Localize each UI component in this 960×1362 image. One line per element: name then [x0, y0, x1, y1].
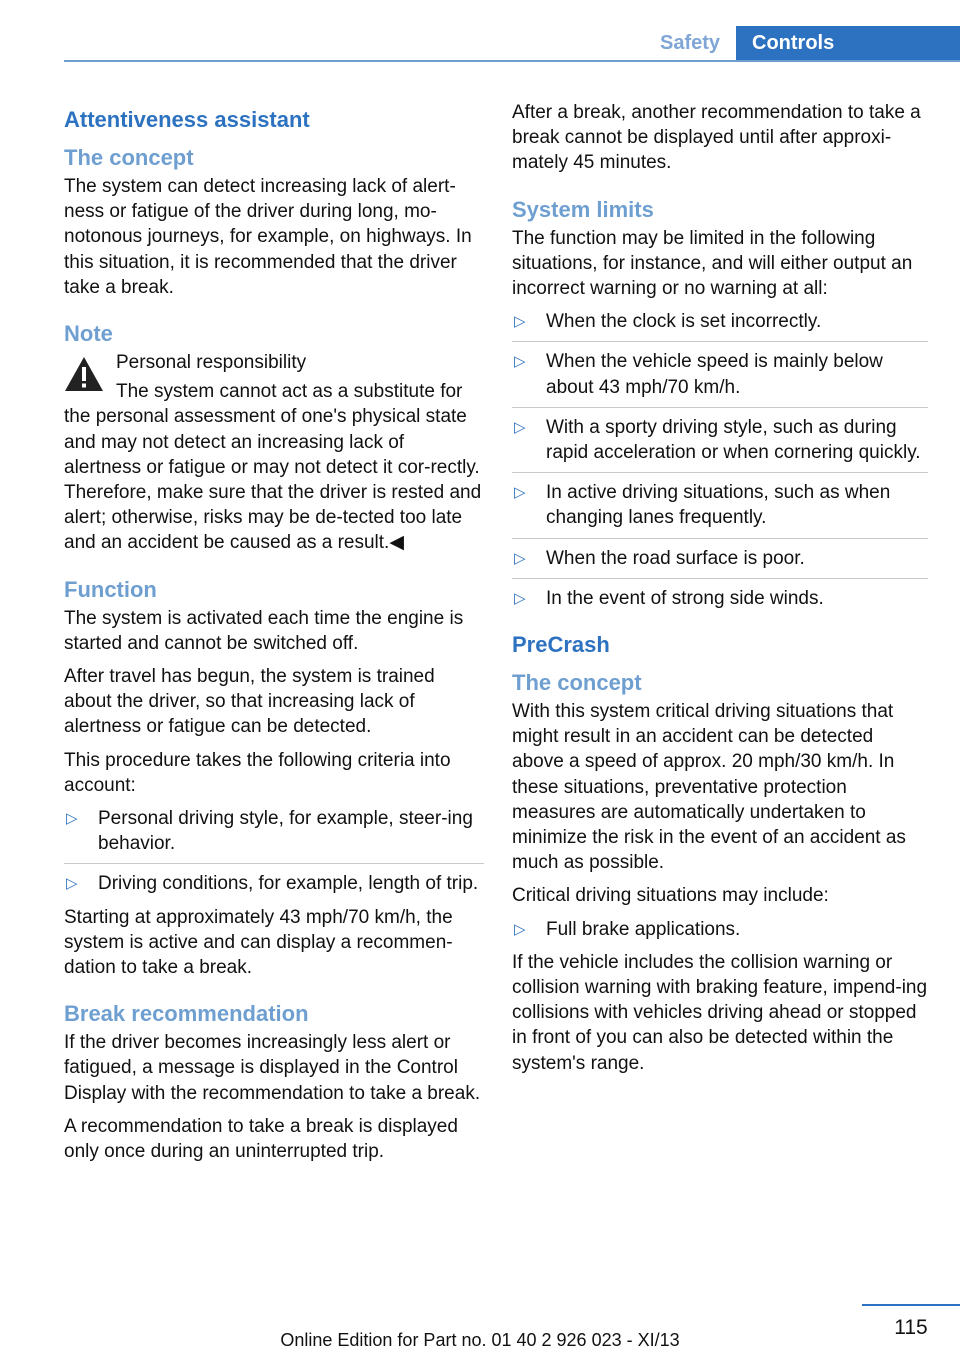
heading-function: Function — [64, 576, 157, 602]
precrash-concept-paragraph: With this system critical driving situations that might result in an accident can be detected above a speed of approx. 20 mph/30 km/h. In these situations, preventative protection measures are automatically undertaken to minimize the risk in the event of an accident as much as possible. — [512, 701, 906, 874]
bullet-triangle-icon: ▷ — [514, 484, 526, 502]
list-item: ▷ With a sporty driving style, such as during rapid acceleration or when cornering quickly. — [512, 415, 928, 473]
heading-break-recommendation: Break recommendation — [64, 1001, 309, 1027]
note-block — [64, 350, 484, 556]
tab-safety[interactable]: Safety — [659, 32, 721, 54]
bullet-triangle-icon: ▷ — [514, 418, 526, 436]
note-title: Personal responsibility — [116, 352, 307, 374]
warning-triangle-icon — [64, 356, 104, 392]
tab-controls[interactable]: Controls — [736, 26, 960, 62]
function-paragraph-2: After travel has begun, the system is trained about the driver, so that increasing lack of alertness or fatigue can be detected. — [64, 666, 435, 738]
edition-line: Online Edition for Part no. 01 40 2 926 023 - XI/13 — [280, 1330, 680, 1350]
page-number: 115 — [894, 1316, 928, 1339]
list-item: ▷ When the clock is set incorrectly. — [512, 309, 928, 342]
page-header — [0, 0, 960, 62]
function-paragraph-1: The system is activated each time the engine is started and cannot be switched off. — [64, 607, 464, 654]
list-item: ▷ In active driving situations, such as when changing lanes frequently. — [512, 480, 928, 538]
left-column — [64, 100, 484, 1172]
note-body: The system cannot act as a substitute for the personal assessment of one's physical state and may not detect an increasing lack of alertness or fatigue or may not detect it cor‐rectly. Therefore, make sure that the driver is rested and alert; otherwise, risks may be de‐tected too late and an accident be caused as a result.◀ — [64, 381, 482, 554]
list-item: ▷ When the road surface is poor. — [512, 546, 928, 579]
collision-paragraph: If the vehicle includes the collision warning or collision warning with braking feature, impend‐ing collisions with vehicles driving ahead or stopped in front of you can also be detected within the system's range. — [512, 951, 928, 1074]
heading-the-concept-precrash: The concept — [512, 670, 642, 696]
list-item: ▷ Personal driving style, for example, steer‐ing behavior. — [64, 806, 484, 864]
heading-precrash: PreCrash — [512, 632, 610, 658]
list-item: ▷ Driving conditions, for example, length of trip. — [64, 871, 484, 896]
function-paragraph-4: Starting at approximately 43 mph/70 km/h, the system is active and can display a recommen‐dation to take a break. — [64, 906, 453, 979]
footer-rule — [862, 1304, 960, 1306]
bullet-triangle-icon: ▷ — [514, 589, 526, 607]
limits-paragraph: The function may be limited in the following situations, for instance, and will either output an incorrect warning or no warning at all: — [512, 227, 913, 300]
after-break-paragraph: After a break, another recommendation to take a break cannot be displayed until after approxi‐mately 45 minutes. — [512, 102, 921, 174]
heading-attentiveness-assistant: Attentiveness assistant — [64, 107, 310, 132]
page-footer — [0, 1300, 960, 1362]
criteria-list — [64, 806, 484, 897]
heading-the-concept: The concept — [64, 145, 194, 170]
bullet-triangle-icon: ▷ — [514, 313, 526, 331]
concept-paragraph: The system can detect increasing lack of alert‐ness or fatigue of the driver during long, mo‐notonous journeys, for example, on highways. In this situation, it is recommended that the driver take a break. — [64, 176, 472, 298]
list-item: ▷ When the vehicle speed is mainly below about 43 mph/70 km/h. — [512, 349, 928, 407]
bullet-triangle-icon: ▷ — [514, 549, 526, 567]
break-paragraph-1: If the driver becomes increasingly less alert or fatigued, a message is displayed in the Control Display with the recommendation to take a break. — [64, 1032, 481, 1104]
limits-list — [512, 309, 928, 611]
critical-list — [512, 917, 928, 942]
list-item: ▷ Full brake applications. — [512, 917, 928, 942]
heading-note: Note — [64, 321, 113, 347]
function-paragraph-3: This procedure takes the following criteria into account: — [64, 749, 451, 796]
right-column — [512, 100, 928, 1084]
bullet-triangle-icon: ▷ — [514, 353, 526, 371]
heading-system-limits: System limits — [512, 196, 654, 222]
bullet-triangle-icon: ▷ — [514, 920, 526, 938]
header-rule — [64, 60, 960, 62]
bullet-triangle-icon: ▷ — [66, 810, 78, 828]
break-paragraph-2: A recommendation to take a break is displayed only once during an uninterrupted trip. — [64, 1115, 458, 1163]
bullet-triangle-icon: ▷ — [66, 875, 78, 893]
critical-paragraph: Critical driving situations may include: — [512, 885, 829, 907]
list-item: ▷ In the event of strong side winds. — [512, 586, 928, 611]
